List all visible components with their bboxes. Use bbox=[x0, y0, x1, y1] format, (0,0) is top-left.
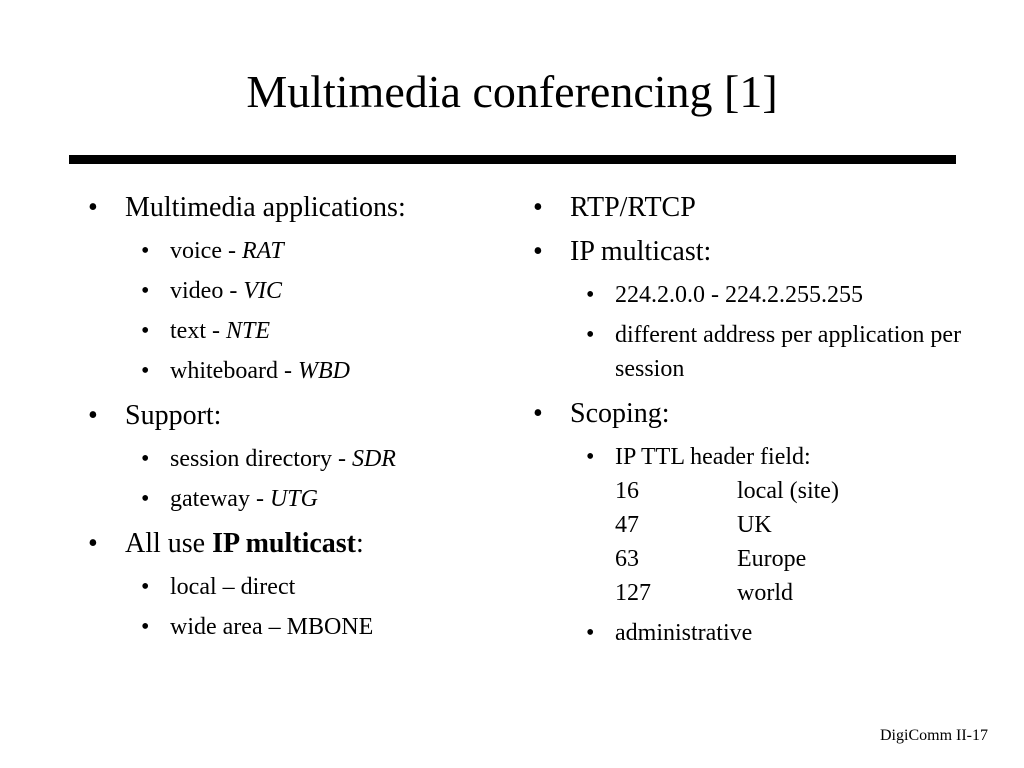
bullet-text: Multimedia applications: bbox=[125, 192, 406, 223]
bullet-icon: • bbox=[586, 620, 595, 646]
title-divider bbox=[69, 155, 956, 164]
list-item bbox=[533, 318, 973, 386]
bullet-icon: • bbox=[141, 446, 150, 472]
item-text: 224.2.0.0 - 224.2.255.255 bbox=[615, 282, 863, 308]
ip-multicast-list bbox=[533, 278, 973, 386]
bullet-icon: • bbox=[141, 574, 150, 600]
list-item bbox=[88, 274, 488, 308]
ttl-heading: IP TTL header field: bbox=[615, 444, 811, 470]
list-item bbox=[88, 234, 488, 268]
bullet-icon: • bbox=[533, 192, 543, 223]
item-text: administrative bbox=[615, 620, 753, 646]
bullet-all-use-ip-multicast bbox=[88, 526, 488, 562]
bullet-text: IP multicast: bbox=[570, 236, 712, 267]
bullet-icon: • bbox=[88, 400, 98, 431]
bullet-icon: • bbox=[141, 358, 150, 384]
ttl-row bbox=[615, 576, 973, 610]
list-item bbox=[88, 570, 488, 604]
bullet-text: Scoping: bbox=[570, 398, 670, 429]
left-column bbox=[88, 190, 488, 654]
list-item bbox=[88, 610, 488, 644]
bullet-ip-multicast bbox=[533, 234, 973, 270]
tool-name: WBD bbox=[297, 358, 350, 384]
bullet-text-prefix: All use bbox=[125, 528, 213, 559]
ttl-scope: Europe bbox=[737, 546, 807, 572]
bullet-icon: • bbox=[141, 486, 150, 512]
ttl-value: 47 bbox=[615, 512, 639, 538]
list-item bbox=[88, 314, 488, 348]
list-item bbox=[88, 442, 488, 476]
ttl-value: 127 bbox=[615, 580, 651, 606]
item-text: session directory - bbox=[170, 446, 352, 472]
bullet-icon: • bbox=[88, 528, 98, 559]
ttl-row bbox=[615, 474, 973, 508]
bullet-icon: • bbox=[141, 318, 150, 344]
bullet-rtp-rtcp bbox=[533, 190, 973, 226]
list-item bbox=[533, 616, 973, 650]
support-list bbox=[88, 442, 488, 516]
applications-list bbox=[88, 234, 488, 388]
bullet-icon: • bbox=[586, 282, 595, 308]
bullet-icon: • bbox=[88, 192, 98, 223]
bullet-icon: • bbox=[586, 322, 595, 348]
tool-name: VIC bbox=[243, 278, 282, 304]
list-item bbox=[88, 354, 488, 388]
slide-footer: DigiComm II-17 bbox=[880, 727, 988, 744]
ttl-value: 63 bbox=[615, 546, 639, 572]
item-text: gateway - bbox=[170, 486, 270, 512]
item-text: video - bbox=[170, 278, 244, 304]
item-text: whiteboard - bbox=[170, 358, 298, 384]
bullet-support bbox=[88, 398, 488, 434]
multicast-list bbox=[88, 570, 488, 644]
item-text: voice - bbox=[170, 238, 242, 264]
bullet-text-suffix: : bbox=[356, 528, 364, 559]
tool-name: SDR bbox=[351, 446, 396, 472]
list-item bbox=[88, 482, 488, 516]
bullet-icon: • bbox=[141, 614, 150, 640]
bullet-scoping bbox=[533, 396, 973, 432]
bullet-text-bold: IP multicast bbox=[212, 528, 356, 559]
ttl-row bbox=[615, 508, 973, 542]
ttl-scope: world bbox=[737, 580, 793, 606]
ttl-scope: local (site) bbox=[737, 478, 839, 504]
scoping-list bbox=[533, 440, 973, 650]
bullet-icon: • bbox=[586, 444, 595, 470]
item-text: wide area – MBONE bbox=[170, 614, 374, 640]
bullet-icon: • bbox=[533, 398, 543, 429]
bullet-text: Support: bbox=[125, 400, 222, 431]
ttl-row bbox=[615, 542, 973, 576]
slide-title: Multimedia conferencing [1] bbox=[246, 66, 778, 117]
tool-name: RAT bbox=[241, 238, 284, 264]
bullet-text: RTP/RTCP bbox=[570, 192, 696, 223]
bullet-icon: • bbox=[141, 278, 150, 304]
tool-name: UTG bbox=[269, 486, 318, 512]
tool-name: NTE bbox=[225, 318, 270, 344]
bullet-multimedia-applications bbox=[88, 190, 488, 226]
item-text: different address per application per session bbox=[615, 322, 962, 382]
bullet-icon: • bbox=[533, 236, 543, 267]
item-text: text - bbox=[170, 318, 226, 344]
ttl-value: 16 bbox=[615, 478, 639, 504]
bullet-icon: • bbox=[141, 238, 150, 264]
item-text: local – direct bbox=[170, 574, 296, 600]
ttl-scope: UK bbox=[737, 512, 772, 538]
list-item bbox=[533, 278, 973, 312]
list-item-ttl bbox=[533, 440, 973, 610]
right-column bbox=[533, 190, 973, 660]
